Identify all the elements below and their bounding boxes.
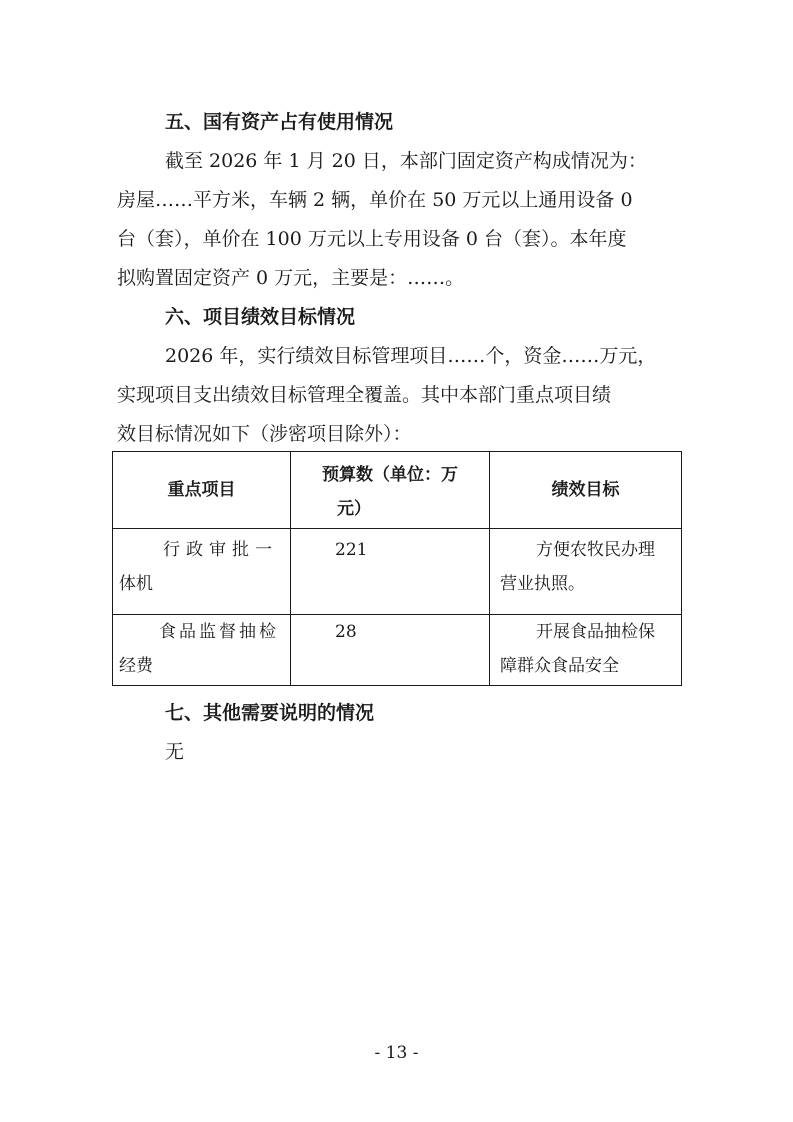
row-1-goal-line-1: 方便农牧民办理 (536, 540, 655, 560)
section-6-heading: 六、项目绩效目标情况 (165, 306, 356, 328)
header-budget-cell (291, 452, 490, 529)
row-2-goal-line-1: 开展食品抽检保 (536, 622, 655, 642)
section-7-heading: 七、其他需要说明的情况 (165, 702, 375, 724)
table-header-row (113, 452, 682, 529)
section-6-line-3: 效目标情况如下（涉密项目除外）： (117, 423, 412, 445)
row-2-goal-cell (490, 615, 682, 686)
row-1-project-cell (113, 529, 291, 615)
header-project: 重点项目 (167, 480, 236, 500)
section-5-line-2: 房屋……平方米，车辆 2 辆，单价在 50 万元以上通用设备 0 (117, 189, 633, 211)
header-goal: 绩效目标 (551, 480, 620, 500)
section-5-line-3: 台（套），单价在 100 万元以上专用设备 0 台（套）。本年度 (117, 228, 627, 250)
row-1-project-line-2: 体机 (119, 574, 153, 594)
row-2-project-cell (113, 615, 291, 686)
row-1-budget: 221 (335, 540, 368, 560)
section-5-line-4: 拟购置固定资产 0 万元，主要是：……。 (117, 267, 465, 289)
row-2-project-line-2: 经费 (119, 656, 153, 676)
performance-table (112, 451, 682, 686)
table-row (113, 615, 682, 686)
row-2-budget-cell (291, 615, 490, 686)
header-budget-line-2: 元） (337, 499, 371, 519)
section-6-line-2: 实现项目支出绩效目标管理全覆盖。其中本部门重点项目绩 (117, 384, 612, 406)
section-7-body: 无 (165, 741, 185, 763)
row-1-project-line-1: 行政审批一 (163, 540, 278, 560)
row-2-goal-line-2: 障群众食品安全 (500, 656, 619, 676)
row-1-budget-cell (291, 529, 490, 615)
section-5-heading: 五、国有资产占有使用情况 (165, 111, 394, 133)
section-5-line-1: 截至 2026 年 1 月 20 日，本部门固定资产构成情况为： (165, 150, 647, 172)
table-row (113, 529, 682, 615)
header-budget-line-1: 预算数（单位：万 (322, 465, 458, 485)
row-1-goal-line-2: 营业执照。 (500, 574, 585, 594)
header-project-cell (113, 452, 291, 529)
section-6-line-1: 2026 年，实行绩效目标管理项目……个，资金……万元， (165, 345, 657, 367)
header-goal-cell (490, 452, 682, 529)
row-1-goal-cell (490, 529, 682, 615)
row-2-budget: 28 (335, 622, 357, 642)
row-2-project-line-1: 食品监督抽检 (159, 622, 279, 642)
page-number: - 13 - (374, 1043, 419, 1063)
